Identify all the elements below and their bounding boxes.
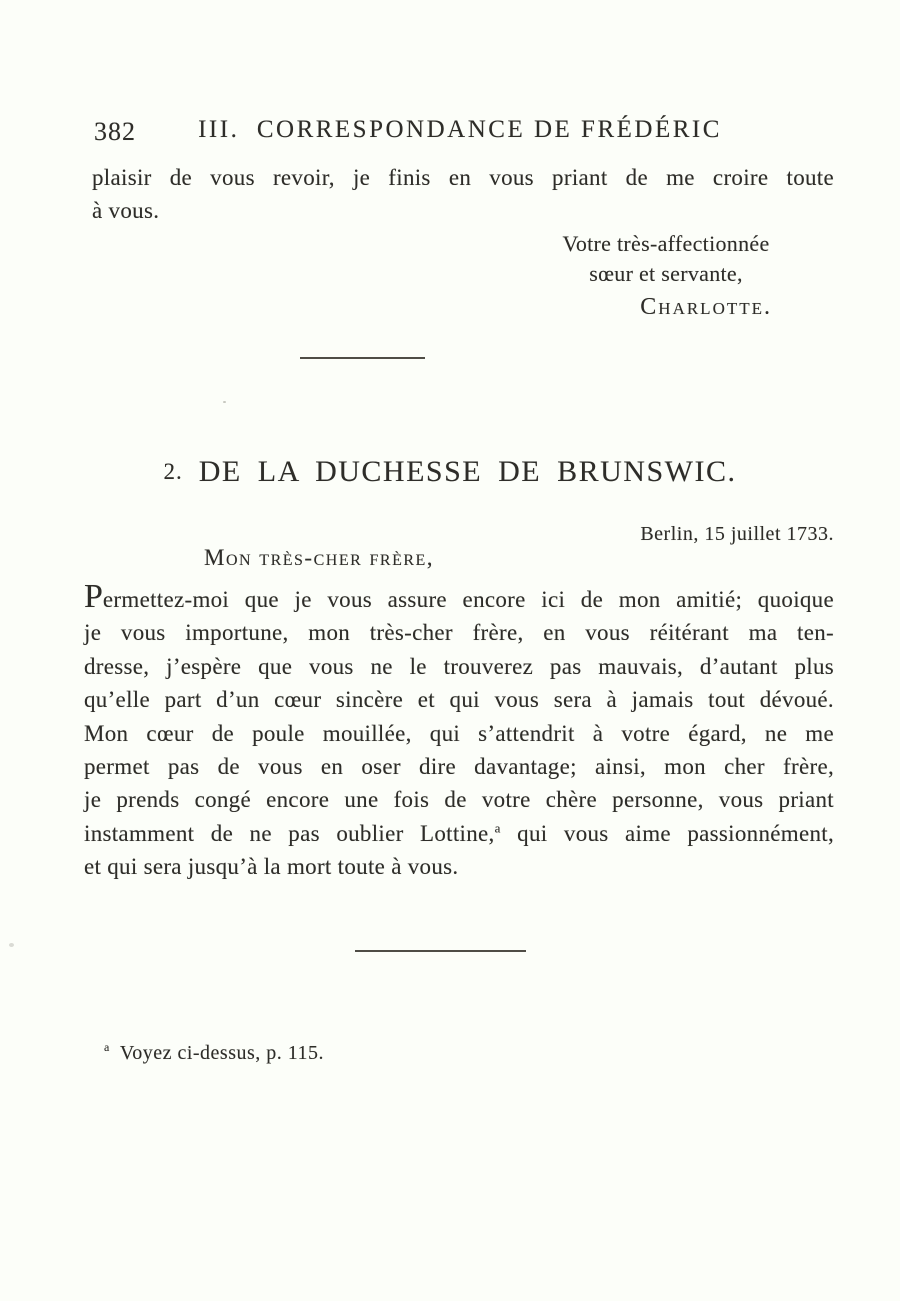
valediction-block [482,229,850,323]
text-line: qu’elle part d’un cœur sincère et qui vous sera à jamais tout dévoué. [84,687,834,713]
signature: Charlotte. [640,294,772,320]
drop-initial: P [84,578,103,615]
text-line: Mon cœur de poule mouillée, qui s’attendrit à votre égard, ne me [84,720,834,746]
text-line: instamment de ne pas oublier Lottine,$^a$ qui vous aime passionnément, [84,820,834,846]
scan-speck [9,943,14,947]
running-title: III. CORRESPONDANCE DE FRÉDÉRIC [198,116,722,143]
letter-body [84,578,834,884]
valediction-line: sœur et servante, [589,260,743,286]
scan-speck [223,401,226,403]
text-line: permet pas de vous en oser dire davantage; ainsi, mon cher frère, [84,754,834,780]
text-line: je vous importune, mon très-cher frère, en vous réitérant ma ten- [84,620,834,646]
footnote-marker: a [104,1040,110,1055]
footnote-text: Voyez ci-dessus, p. 115. [119,1042,325,1064]
footnote-reference: a [494,820,501,836]
valediction-line: Votre très-affectionnée [562,231,770,256]
previous-letter-continuation [92,161,834,227]
text-line: et qui sera jusqu’à la mort toute à vous. [84,854,459,880]
section-divider-rule [300,357,425,359]
section-title: DE LA DUCHESSE DE BRUNSWIC. [198,455,737,488]
text-line: Permettez-moi que je vous assure encore ici de mon amitié; quoique [84,578,834,615]
text-line: à vous. [92,198,160,223]
text-line: dresse, j’espère que vous ne le trouverez pas mauvais, d’autant plus [84,653,834,679]
salutation: Mon très-cher frère, [204,545,435,570]
footnote-divider-rule [355,950,526,952]
text-line: je prends congé encore une fois de votre chère personne, vous priant [84,787,834,813]
text-line: plaisir de vous revoir, je finis en vous priant de me croire toute [92,165,834,190]
page-number: 382 [94,117,136,146]
dateline: Berlin, 15 juillet 1733. [640,523,834,545]
footnote [104,1042,324,1065]
section-heading [0,455,900,489]
section-number: 2. [163,459,183,484]
page-header [0,116,900,146]
